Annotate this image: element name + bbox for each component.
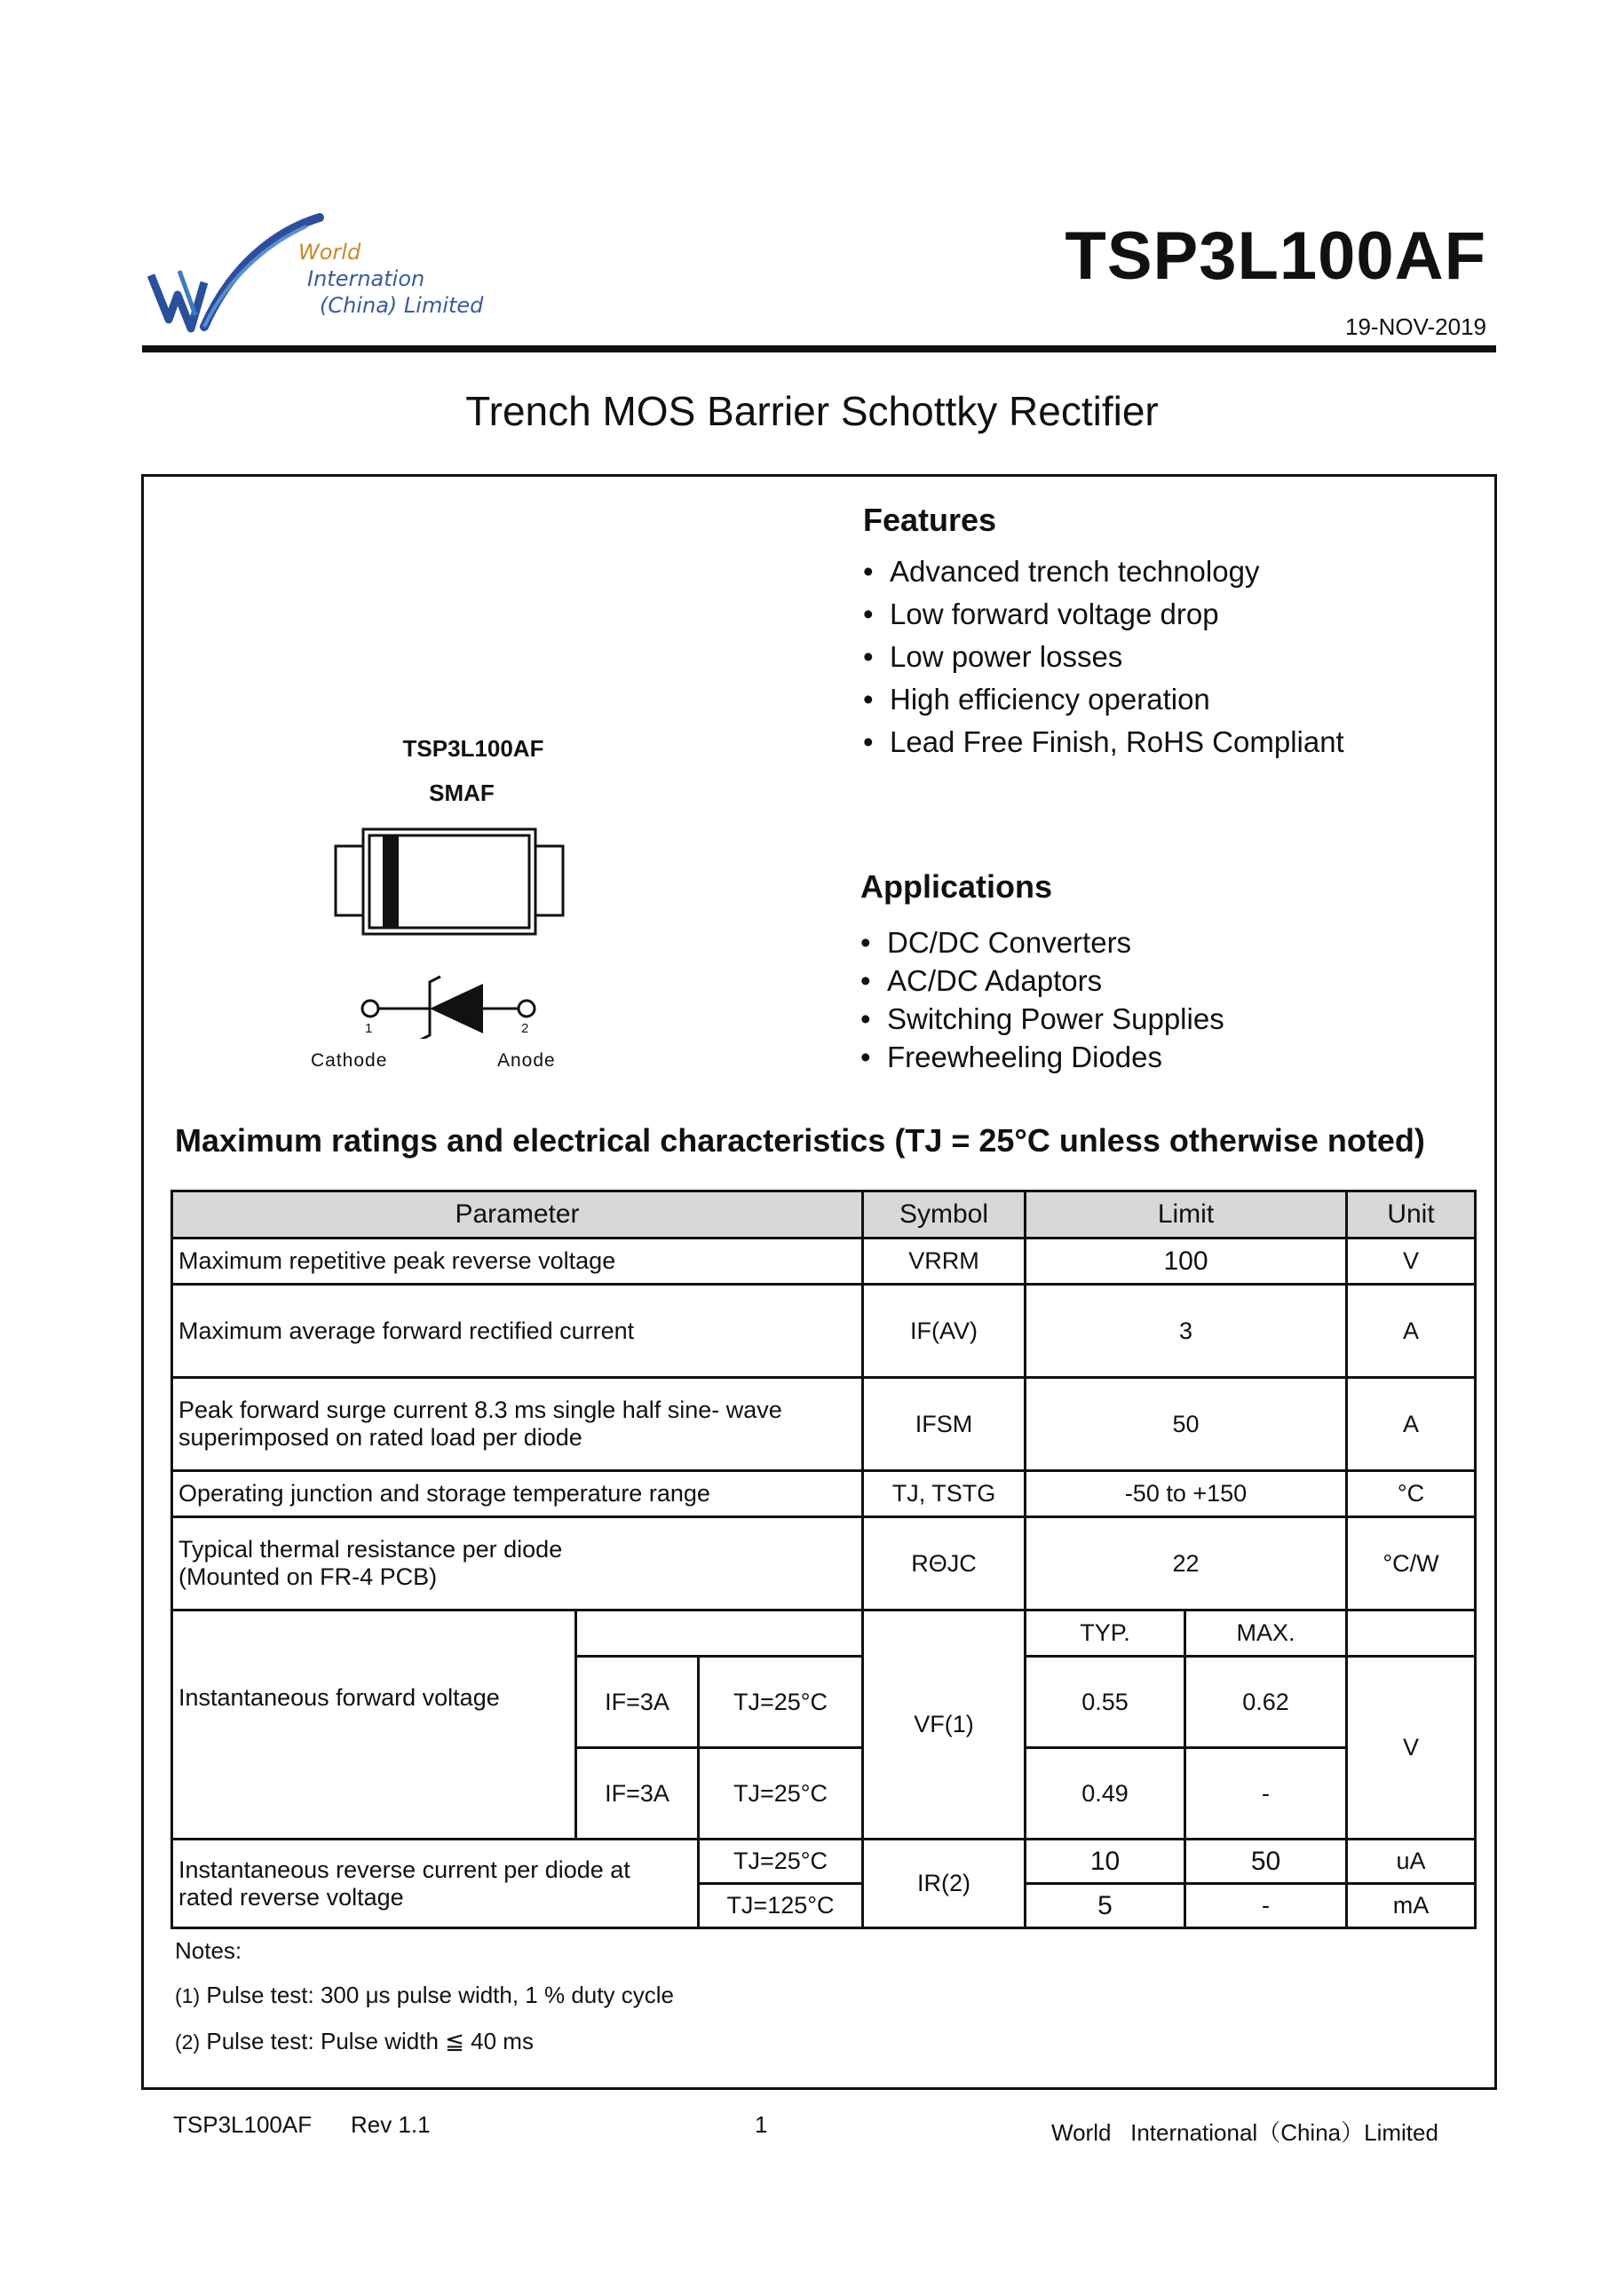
vf-max: 0.62 xyxy=(1185,1657,1347,1748)
table-row xyxy=(172,1610,1476,1657)
note-item-1 xyxy=(175,1982,674,2009)
vf-symbol: VF(1) xyxy=(863,1610,1026,1840)
header-rule xyxy=(142,345,1496,352)
vf-typ: 0.49 xyxy=(1026,1748,1185,1840)
table-row xyxy=(172,1378,1476,1471)
pin2-number: 2 xyxy=(521,1021,529,1036)
vf-typ-label: TYP. xyxy=(1026,1610,1185,1657)
application-item: • AC/DC Adaptors xyxy=(860,962,1224,1000)
application-item: • DC/DC Converters xyxy=(860,923,1224,962)
row-parameter: Typical thermal resistance per diode (Mounted on FR-4 PCB) xyxy=(172,1517,863,1610)
vf-tj: TJ=25°C xyxy=(699,1657,863,1748)
row-parameter: Operating junction and storage temperature range xyxy=(172,1471,863,1517)
table-row xyxy=(172,1471,1476,1517)
feature-item: • Low forward voltage drop xyxy=(863,593,1344,636)
row-limit: -50 to +150 xyxy=(1026,1471,1347,1517)
table-row xyxy=(172,1517,1476,1610)
footer-revision: Rev 1.1 xyxy=(351,2111,431,2138)
row-limit: 22 xyxy=(1026,1517,1347,1610)
ratings-table xyxy=(170,1190,1477,1929)
note-number: (1) xyxy=(175,1984,201,2007)
footer-company: World International（China）Limited xyxy=(1051,2119,1438,2146)
ir-max: 50 xyxy=(1185,1840,1347,1884)
note-item-2 xyxy=(175,2028,534,2055)
row-limit: 50 xyxy=(1026,1378,1347,1471)
features-heading: Features xyxy=(863,502,997,538)
vf-unit: V xyxy=(1347,1657,1476,1840)
ir-tj: TJ=25°C xyxy=(699,1840,863,1884)
row-symbol: VRRM xyxy=(863,1239,1026,1285)
applications-heading: Applications xyxy=(860,868,1053,905)
footer-part: TSP3L100AF xyxy=(173,2111,313,2138)
ir-unit: uA xyxy=(1347,1840,1476,1884)
row-symbol: RΘJC xyxy=(863,1517,1026,1610)
package-part-label: TSP3L100AF xyxy=(402,735,544,762)
note-text: Pulse test: 300 μs pulse width, 1 % duty cycle xyxy=(206,1982,674,2008)
logo-mark-icon xyxy=(142,213,329,346)
feature-item: • High efficiency operation xyxy=(863,678,1344,721)
document-date: 19-NOV-2019 xyxy=(1345,313,1486,340)
logo-text-internation: Internation xyxy=(307,266,425,291)
vf-parameter: Instantaneous forward voltage xyxy=(172,1610,576,1840)
diode-symbol-icon xyxy=(355,968,542,1039)
notes-heading: Notes: xyxy=(175,1937,242,1964)
row-unit: °C/W xyxy=(1347,1517,1476,1610)
row-limit: 100 xyxy=(1026,1239,1347,1285)
table-row xyxy=(172,1285,1476,1378)
table-header-row xyxy=(172,1191,1476,1239)
row-symbol: TJ, TSTG xyxy=(863,1471,1026,1517)
vf-blank-cell xyxy=(576,1610,863,1657)
page-title: TSP3L100AF xyxy=(1065,218,1486,294)
logo-text-world: World xyxy=(298,240,361,265)
row-unit: A xyxy=(1347,1285,1476,1378)
application-item: • Switching Power Supplies xyxy=(860,1000,1224,1038)
ratings-heading: Maximum ratings and electrical characteristics (TJ = 25°C unless otherwise noted) xyxy=(175,1122,1425,1159)
applications-list xyxy=(860,923,1224,1076)
vf-if: IF=3A xyxy=(576,1657,699,1748)
vf-max: - xyxy=(1185,1748,1347,1840)
feature-item: • Advanced trench technology xyxy=(863,550,1344,593)
header-unit: Unit xyxy=(1347,1191,1476,1239)
application-item: • Freewheeling Diodes xyxy=(860,1038,1224,1076)
company-logo xyxy=(142,213,497,346)
ir-unit: mA xyxy=(1347,1884,1476,1928)
footer-page-number: 1 xyxy=(755,2111,768,2138)
table-row xyxy=(172,1239,1476,1285)
vf-max-label: MAX. xyxy=(1185,1610,1347,1657)
ir-tj: TJ=125°C xyxy=(699,1884,863,1928)
row-parameter: Maximum repetitive peak reverse voltage xyxy=(172,1239,863,1285)
ir-typ: 5 xyxy=(1026,1884,1185,1928)
vf-tj: TJ=25°C xyxy=(699,1748,863,1840)
table-row xyxy=(172,1840,1476,1884)
feature-item: • Low power losses xyxy=(863,636,1344,678)
pin2-name: Anode xyxy=(497,1050,556,1071)
vf-if: IF=3A xyxy=(576,1748,699,1840)
header-limit: Limit xyxy=(1026,1191,1347,1239)
pin1-name: Cathode xyxy=(311,1050,388,1071)
document-subtitle: Trench MOS Barrier Schottky Rectifier xyxy=(465,388,1159,434)
package-name-label: SMAF xyxy=(429,780,495,806)
row-limit: 3 xyxy=(1026,1285,1347,1378)
header-symbol: Symbol xyxy=(863,1191,1026,1239)
pin1-number: 1 xyxy=(365,1021,373,1036)
ir-parameter: Instantaneous reverse current per diode at rated reverse voltage xyxy=(172,1840,699,1928)
row-unit: °C xyxy=(1347,1471,1476,1517)
row-parameter: Maximum average forward rectified current xyxy=(172,1285,863,1378)
feature-item: • Lead Free Finish, RoHS Compliant xyxy=(863,721,1344,764)
note-number: (2) xyxy=(175,2030,201,2054)
row-unit: V xyxy=(1347,1239,1476,1285)
ir-symbol: IR(2) xyxy=(863,1840,1026,1928)
header-parameter: Parameter xyxy=(172,1191,863,1239)
note-text: Pulse test: Pulse width ≦ 40 ms xyxy=(206,2028,534,2054)
row-unit: A xyxy=(1347,1378,1476,1471)
vf-unit-blank xyxy=(1347,1610,1476,1657)
package-outline-icon xyxy=(334,824,565,939)
row-parameter: Peak forward surge current 8.3 ms single half sine- wave superimposed on rated load per diode xyxy=(172,1378,863,1471)
row-symbol: IFSM xyxy=(863,1378,1026,1471)
features-list xyxy=(863,550,1344,764)
row-symbol: IF(AV) xyxy=(863,1285,1026,1378)
ir-typ: 10 xyxy=(1026,1840,1185,1884)
ir-max: - xyxy=(1185,1884,1347,1928)
logo-text-china-limited: (China) Limited xyxy=(320,293,484,318)
vf-typ: 0.55 xyxy=(1026,1657,1185,1748)
